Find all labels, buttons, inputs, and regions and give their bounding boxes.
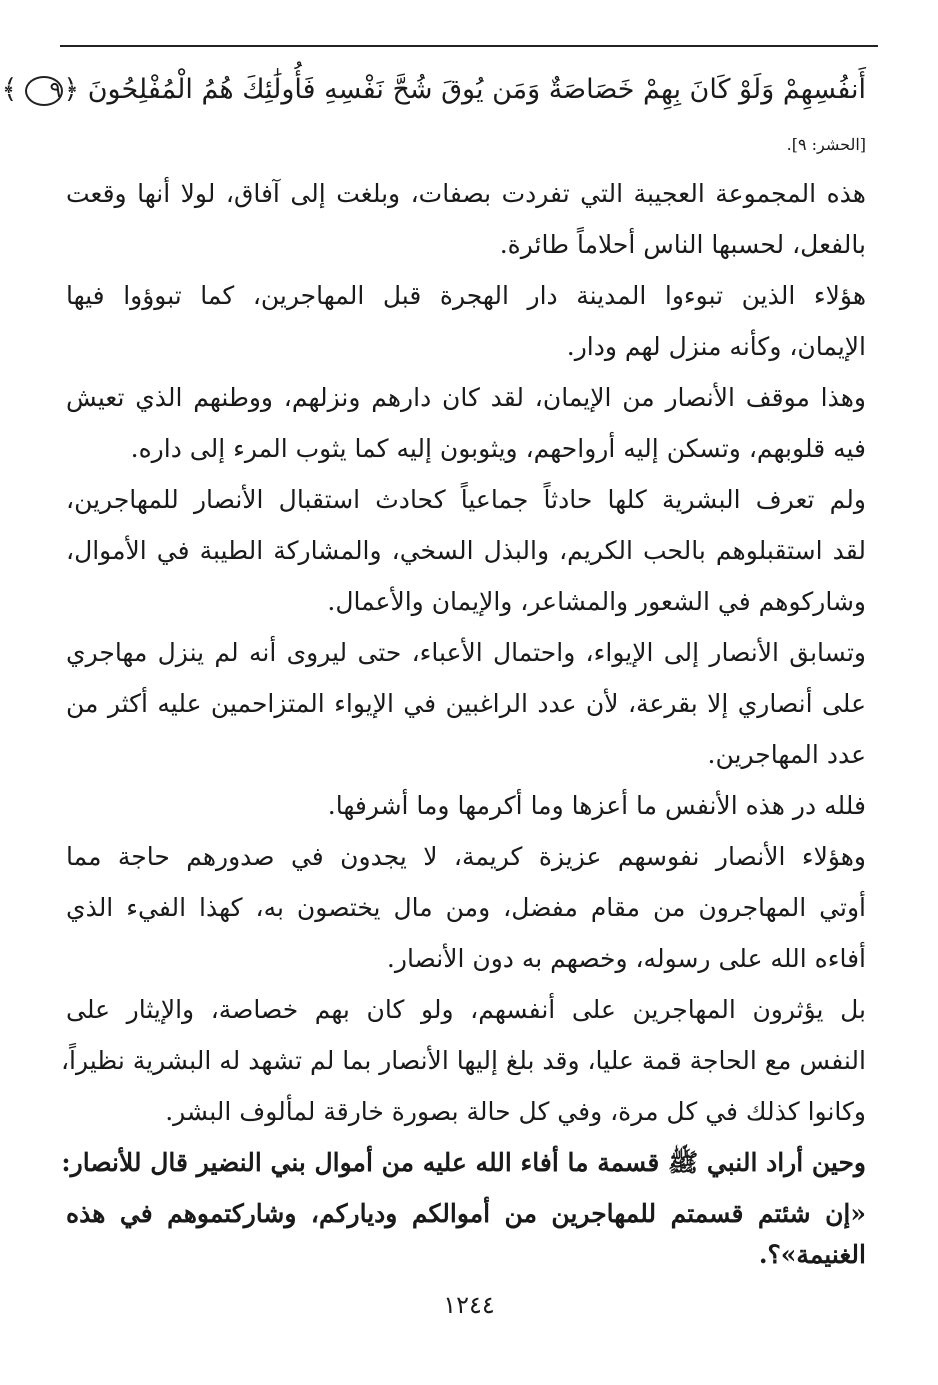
- verse-reference: [الحشر: ٩].: [786, 135, 866, 154]
- text-line: الغنيمة»؟.: [758, 1240, 866, 1269]
- text-line: أفاءه الله على رسوله، وخصهم به دون الأنصار.: [386, 944, 866, 973]
- text-line: وهذا موقف الأنصار من الإيمان، لقد كان دارهم ونزلهم، ووطنهم الذي تعيش: [66, 383, 866, 412]
- text-line: أوتي المهاجرون من مقام مفضل، ومن مال يختصون به، كهذا الفيء الذي: [66, 893, 866, 922]
- top-rule: [60, 45, 878, 47]
- text-line: هذه المجموعة العجيبة التي تفردت بصفات، وبلغت إلى آفاق، لولا أنها وقعت: [66, 179, 866, 208]
- text-line: النفس مع الحاجة قمة عليا، وقد بلغ إليها الأنصار بما لم تشهد له البشرية نظيراً،: [60, 1046, 866, 1075]
- text-line: بل يؤثرون المهاجرين على أنفسهم، ولو كان بهم خصاصة، والإيثار على: [66, 995, 866, 1024]
- text-line: وشاركوهم في الشعور والمشاعر، والإيمان والأعمال.: [327, 587, 866, 616]
- text-line: وكانوا كذلك في كل مرة، وفي كل حالة بصورة خارقة لمألوف البشر.: [165, 1097, 866, 1126]
- text-line: وتسابق الأنصار إلى الإيواء، واحتمال الأعباء، حتى ليروى أنه لم ينزل مهاجري: [66, 638, 866, 667]
- text-line: بالفعل، لحسبها الناس أحلاماً طائرة.: [499, 230, 866, 259]
- text-line: على أنصاري إلا بقرعة، لأن عدد الراغبين في الإيواء المتزاحمين عليه أكثر من: [66, 689, 866, 718]
- text-line: عدد المهاجرين.: [707, 740, 866, 769]
- quran-verse-line: [1, 70, 866, 114]
- text-line: «إن شئتم قسمتم للمهاجرين من أموالكم ودياركم، وشاركتموهم في هذه: [66, 1199, 866, 1228]
- text-line: هؤلاء الذين تبوءوا المدينة دار الهجرة قبل المهاجرين، كما تبوؤوا فيها: [66, 281, 866, 310]
- verse-close-bracket: ﴾: [1, 74, 18, 105]
- text-line: ولم تعرف البشرية كلها حادثاً جماعياً كحادث استقبال الأنصار للمهاجرين،: [66, 485, 866, 514]
- page-number: ١٢٤٤: [443, 1291, 495, 1319]
- text-line: الإيمان، وكأنه منزل لهم ودار.: [566, 332, 866, 361]
- text-line: وهؤلاء الأنصار نفوسهم عزيزة كريمة، لا يجدون في صدورهم حاجة مما: [66, 842, 866, 871]
- text-line: لقد استقبلوهم بالحب الكريم، والبذل السخي، والمشاركة الطيبة في الأموال،: [66, 536, 866, 565]
- verse-text: أَنفُسِهِمْ وَلَوْ كَانَ بِهِمْ خَصَاصَةٌ وَمَن يُوقَ شُحَّ نَفْسِهِ فَأُولَٰئِكَ هُمُ الْمُفْلِحُونَ ﴿: [63, 74, 866, 105]
- text-line: فلله در هذه الأنفس ما أعزها وما أكرمها وما أشرفها.: [327, 791, 866, 820]
- ayah-number-marker: ٩: [25, 76, 63, 106]
- text-line: فيه قلوبهم، وتسكن إليه أرواحهم، ويثوبون إليه كما يثوب المرء إلى داره.: [130, 434, 866, 463]
- text-line: وحين أراد النبي ﷺ قسمة ما أفاء الله عليه من أموال بني النضير قال للأنصار:: [61, 1148, 866, 1177]
